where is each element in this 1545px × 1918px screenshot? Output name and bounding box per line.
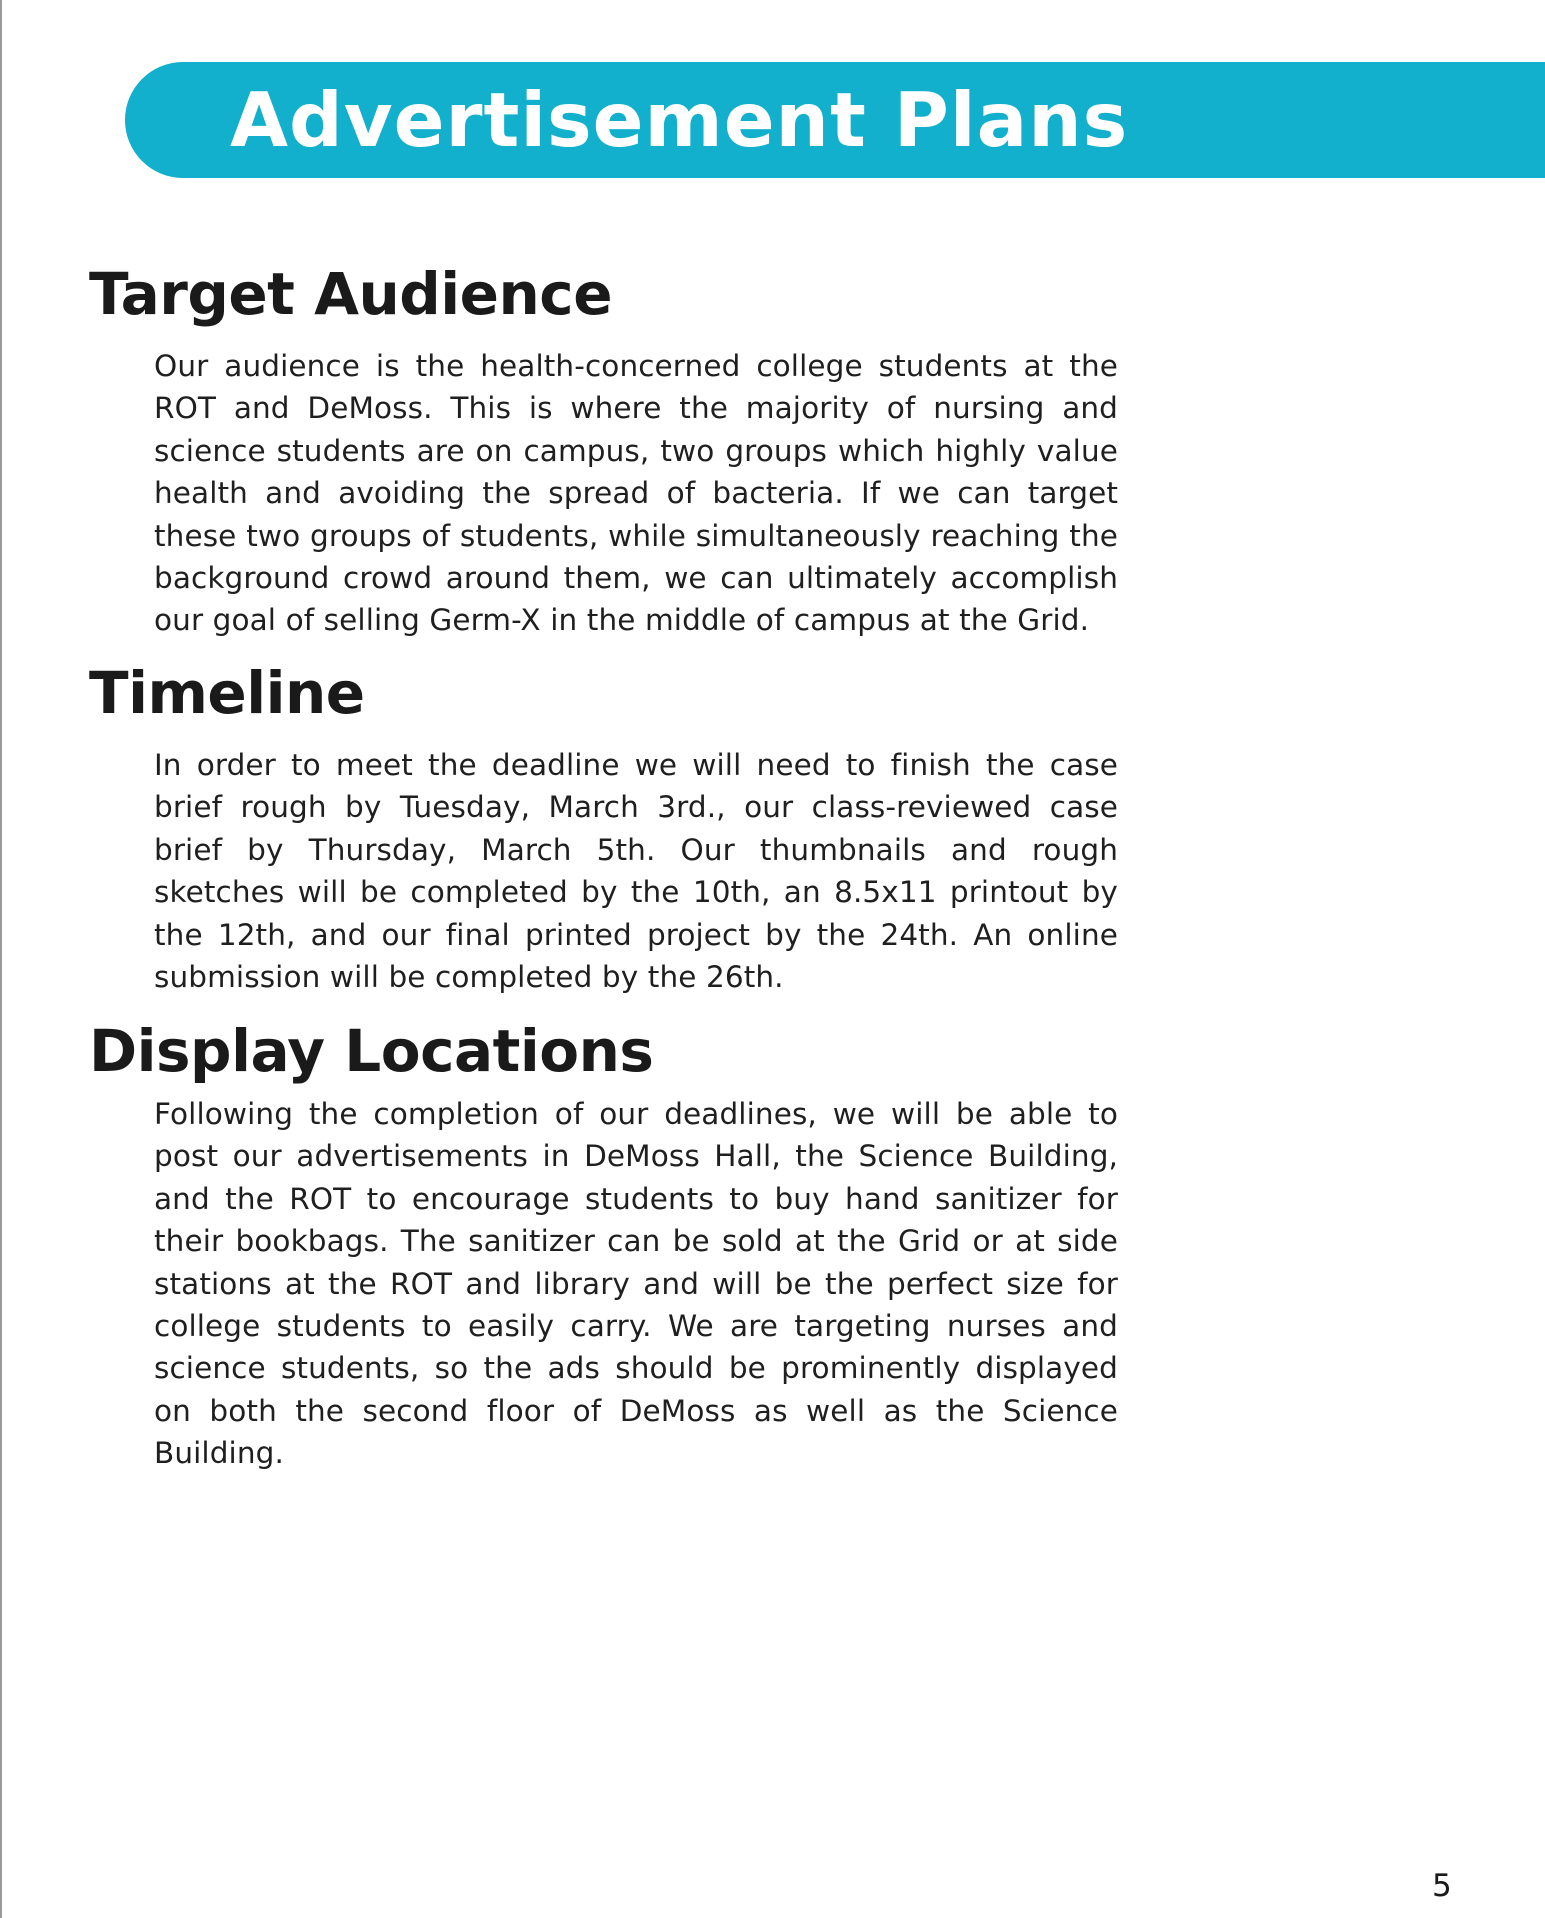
- heading-target-audience: Target Audience: [89, 260, 613, 328]
- title-banner: [125, 62, 1545, 178]
- paragraph-display-locations: Following the completion of our deadlines, we will be able to post our advertisements in DeMoss Hall, the Science Building, and the ROT to encourage students to buy hand sanitizer for their bookbags. The sanitizer can be sold at the Grid or at side stations at the ROT and library and will be the perfect size for college students to easily carry. We are targeting nurses and science students, so the ads should be prominently displayed on both the second floor of DeMoss as well as the Science Building.: [154, 1097, 1118, 1471]
- paragraph-target-audience: Our audience is the health-concerned college students at the ROT and DeMoss. This is where the majority of nursing and science students are on campus, two groups which highly value health and avoiding the spread of bacteria. If we can target these two groups of students, while simultaneously reaching the background crowd around them, we can ultimately accomplish our goal of selling Germ-X in the middle of campus at the Grid.: [154, 349, 1118, 638]
- paragraph-timeline: In order to meet the deadline we will need to finish the case brief rough by Tuesday, March 3rd., our class-reviewed case brief by Thursday, March 5th. Our thumbnails and rough sketches will be completed by the 10th, an 8.5x11 printout by the 12th, and our final printed project by the 24th. An online submission will be completed by the 26th.: [154, 748, 1118, 995]
- heading-display-locations: Display Locations: [89, 1017, 654, 1085]
- heading-timeline: Timeline: [89, 659, 365, 727]
- page-title: Advertisement Plans: [230, 76, 1129, 164]
- page-edge-line: [0, 0, 2, 1918]
- page-number: 5: [1432, 1868, 1452, 1904]
